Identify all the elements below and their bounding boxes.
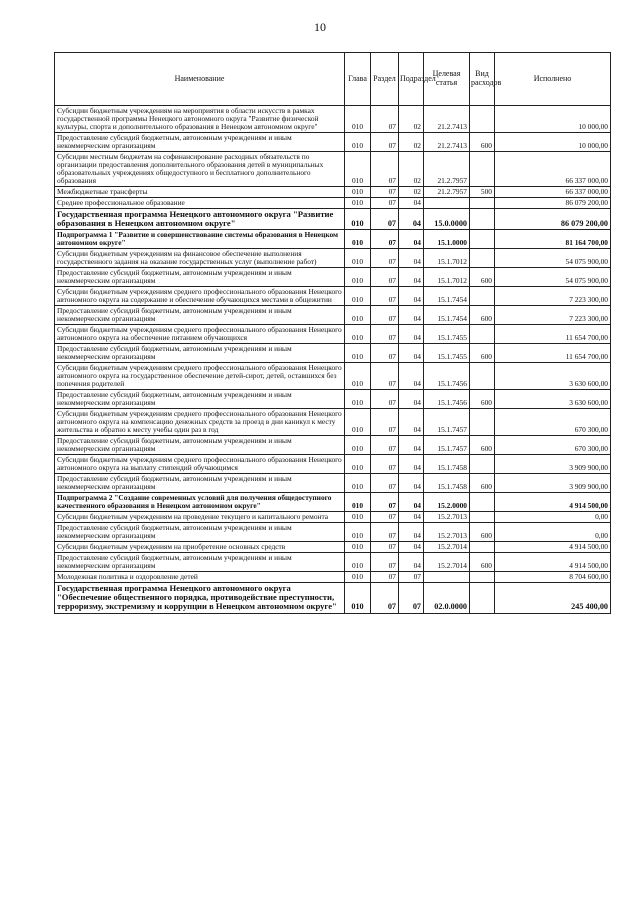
row-section-cell: 07 bbox=[371, 268, 399, 287]
row-chapter-cell: 010 bbox=[345, 582, 371, 613]
table-row bbox=[55, 325, 611, 344]
row-type-cell bbox=[470, 249, 495, 268]
row-target-cell bbox=[424, 197, 470, 208]
row-amount-cell: 86 079 200,00 bbox=[495, 208, 611, 230]
row-name-cell: Среднее профессиональное образование bbox=[55, 197, 345, 208]
row-amount-cell: 66 337 000,00 bbox=[495, 151, 611, 186]
row-name-cell: Субсидии бюджетным учреждениям среднего профессионального образования Ненецкого автономного округа на содержание и обеспечение обучающихся местами в общежитии bbox=[55, 287, 345, 306]
row-target-cell: 15.1.7456 bbox=[424, 390, 470, 409]
row-chapter-cell: 010 bbox=[345, 249, 371, 268]
row-type-cell: 600 bbox=[470, 552, 495, 571]
row-section-cell: 07 bbox=[371, 132, 399, 151]
table-row bbox=[55, 455, 611, 474]
row-section-cell: 07 bbox=[371, 106, 399, 133]
row-section-cell: 07 bbox=[371, 325, 399, 344]
row-subsection-cell: 07 bbox=[399, 571, 424, 582]
row-amount-cell: 3 630 600,00 bbox=[495, 390, 611, 409]
row-type-cell bbox=[470, 325, 495, 344]
row-name-cell: Подпрограмма 2 "Создание современных условий для получения общедоступного качественного образования в Ненецком автономном округе" bbox=[55, 492, 345, 511]
row-subsection-cell: 04 bbox=[399, 522, 424, 541]
row-type-cell: 600 bbox=[470, 306, 495, 325]
table-row bbox=[55, 511, 611, 522]
row-type-cell bbox=[470, 455, 495, 474]
row-subsection-cell: 04 bbox=[399, 473, 424, 492]
row-type-cell bbox=[470, 208, 495, 230]
row-amount-cell: 54 075 900,00 bbox=[495, 268, 611, 287]
row-target-cell: 15.1.7012 bbox=[424, 249, 470, 268]
header-executed: Исполнено bbox=[495, 53, 611, 106]
row-subsection-cell: 04 bbox=[399, 208, 424, 230]
row-type-cell bbox=[470, 106, 495, 133]
row-chapter-cell: 010 bbox=[345, 571, 371, 582]
row-type-cell bbox=[470, 287, 495, 306]
table-row bbox=[55, 390, 611, 409]
row-amount-cell: 54 075 900,00 bbox=[495, 249, 611, 268]
row-type-cell bbox=[470, 582, 495, 613]
row-target-cell: 15.2.7014 bbox=[424, 552, 470, 571]
row-section-cell: 07 bbox=[371, 287, 399, 306]
row-name-cell: Субсидии бюджетным учреждениям на приобретение основных средств bbox=[55, 541, 345, 552]
table-row bbox=[55, 522, 611, 541]
row-chapter-cell: 010 bbox=[345, 268, 371, 287]
row-chapter-cell: 010 bbox=[345, 325, 371, 344]
row-type-cell bbox=[470, 363, 495, 390]
row-chapter-cell: 010 bbox=[345, 106, 371, 133]
table-row bbox=[55, 552, 611, 571]
row-amount-cell: 3 909 900,00 bbox=[495, 455, 611, 474]
row-amount-cell: 10 000,00 bbox=[495, 132, 611, 151]
table-row bbox=[55, 582, 611, 613]
row-section-cell: 07 bbox=[371, 363, 399, 390]
table-row bbox=[55, 306, 611, 325]
table-row bbox=[55, 287, 611, 306]
row-target-cell: 15.2.7014 bbox=[424, 541, 470, 552]
table-row bbox=[55, 151, 611, 186]
row-name-cell: Субсидии бюджетным учреждениям среднего профессионального образования Ненецкого автономного округа на выплату стипендий обучающимся bbox=[55, 455, 345, 474]
row-target-cell: 15.1.7456 bbox=[424, 363, 470, 390]
row-chapter-cell: 010 bbox=[345, 552, 371, 571]
row-chapter-cell: 010 bbox=[345, 151, 371, 186]
row-target-cell: 15.1.7455 bbox=[424, 325, 470, 344]
row-section-cell: 07 bbox=[371, 344, 399, 363]
row-subsection-cell: 04 bbox=[399, 390, 424, 409]
table-row bbox=[55, 492, 611, 511]
header-section: Раздел bbox=[371, 53, 399, 106]
row-name-cell: Предоставление субсидий бюджетным, автономным учреждениям и иным некоммерческим организациям bbox=[55, 268, 345, 287]
row-type-cell: 600 bbox=[470, 436, 495, 455]
row-subsection-cell: 04 bbox=[399, 197, 424, 208]
row-amount-cell: 7 223 300,00 bbox=[495, 287, 611, 306]
row-type-cell: 600 bbox=[470, 522, 495, 541]
row-target-cell: 15.1.7457 bbox=[424, 409, 470, 436]
row-section-cell: 07 bbox=[371, 249, 399, 268]
row-subsection-cell: 04 bbox=[399, 492, 424, 511]
row-target-cell: 02.0.0000 bbox=[424, 582, 470, 613]
row-subsection-cell: 04 bbox=[399, 552, 424, 571]
row-subsection-cell: 04 bbox=[399, 344, 424, 363]
table-row bbox=[55, 571, 611, 582]
row-type-cell bbox=[470, 409, 495, 436]
row-name-cell: Предоставление субсидий бюджетным, автономным учреждениям и иным некоммерческим организациям bbox=[55, 132, 345, 151]
row-name-cell: Предоставление субсидий бюджетным, автономным учреждениям и иным некоммерческим организациям bbox=[55, 390, 345, 409]
row-subsection-cell: 04 bbox=[399, 409, 424, 436]
row-target-cell: 15.2.7013 bbox=[424, 511, 470, 522]
row-target-cell: 15.2.0000 bbox=[424, 492, 470, 511]
row-section-cell: 07 bbox=[371, 552, 399, 571]
row-section-cell: 07 bbox=[371, 473, 399, 492]
row-name-cell: Государственная программа Ненецкого автономного округа "Обеспечение общественного порядка, противодействие преступности, терроризму, экстремизму и коррупции в Ненецком автономном округе" bbox=[55, 582, 345, 613]
table-row bbox=[55, 541, 611, 552]
row-subsection-cell: 04 bbox=[399, 287, 424, 306]
row-type-cell: 600 bbox=[470, 268, 495, 287]
row-chapter-cell: 010 bbox=[345, 197, 371, 208]
row-target-cell: 15.1.7458 bbox=[424, 473, 470, 492]
row-section-cell: 07 bbox=[371, 582, 399, 613]
row-section-cell: 07 bbox=[371, 541, 399, 552]
row-target-cell: 15.1.7457 bbox=[424, 436, 470, 455]
row-subsection-cell: 04 bbox=[399, 511, 424, 522]
row-amount-cell: 3 630 600,00 bbox=[495, 363, 611, 390]
row-chapter-cell: 010 bbox=[345, 306, 371, 325]
table-row bbox=[55, 268, 611, 287]
row-section-cell: 07 bbox=[371, 306, 399, 325]
row-name-cell: Субсидии бюджетным учреждениям среднего профессионального образования Ненецкого автономного округа на компенсацию денежных средств за проезд в дни каникул к месту жительства и обратно к месту учебы один раз в год bbox=[55, 409, 345, 436]
row-subsection-cell: 04 bbox=[399, 268, 424, 287]
row-amount-cell: 4 914 500,00 bbox=[495, 552, 611, 571]
row-subsection-cell: 02 bbox=[399, 186, 424, 197]
row-amount-cell: 81 164 700,00 bbox=[495, 230, 611, 249]
row-chapter-cell: 010 bbox=[345, 287, 371, 306]
row-type-cell: 600 bbox=[470, 473, 495, 492]
table-row bbox=[55, 106, 611, 133]
row-target-cell bbox=[424, 571, 470, 582]
row-target-cell: 15.2.7013 bbox=[424, 522, 470, 541]
row-target-cell: 15.1.7012 bbox=[424, 268, 470, 287]
row-chapter-cell: 010 bbox=[345, 390, 371, 409]
row-amount-cell: 0,00 bbox=[495, 522, 611, 541]
row-subsection-cell: 04 bbox=[399, 436, 424, 455]
row-amount-cell: 8 704 600,00 bbox=[495, 571, 611, 582]
row-subsection-cell: 04 bbox=[399, 541, 424, 552]
row-type-cell bbox=[470, 151, 495, 186]
row-subsection-cell: 04 bbox=[399, 230, 424, 249]
table-row bbox=[55, 132, 611, 151]
row-type-cell: 500 bbox=[470, 186, 495, 197]
row-name-cell: Предоставление субсидий бюджетным, автономным учреждениям и иным некоммерческим организациям bbox=[55, 306, 345, 325]
row-type-cell bbox=[470, 511, 495, 522]
row-target-cell: 15.1.7458 bbox=[424, 455, 470, 474]
table-row bbox=[55, 409, 611, 436]
row-target-cell: 21.2.7413 bbox=[424, 106, 470, 133]
header-subsection: Подраздел bbox=[399, 53, 424, 106]
row-section-cell: 07 bbox=[371, 151, 399, 186]
row-chapter-cell: 010 bbox=[345, 208, 371, 230]
row-name-cell: Субсидии бюджетным учреждениям среднего профессионального образования Ненецкого автономного округа на обеспечение питанием обучающихся bbox=[55, 325, 345, 344]
row-type-cell: 600 bbox=[470, 132, 495, 151]
row-chapter-cell: 010 bbox=[345, 492, 371, 511]
header-name: Наименование bbox=[55, 53, 345, 106]
row-chapter-cell: 010 bbox=[345, 186, 371, 197]
row-amount-cell: 4 914 500,00 bbox=[495, 492, 611, 511]
table-row bbox=[55, 344, 611, 363]
row-subsection-cell: 04 bbox=[399, 455, 424, 474]
row-name-cell: Межбюджетные трансферты bbox=[55, 186, 345, 197]
row-section-cell: 07 bbox=[371, 455, 399, 474]
row-type-cell: 600 bbox=[470, 344, 495, 363]
row-target-cell: 21.2.7957 bbox=[424, 186, 470, 197]
row-name-cell: Предоставление субсидий бюджетным, автономным учреждениям и иным некоммерческим организациям bbox=[55, 344, 345, 363]
row-name-cell: Субсидии бюджетным учреждениям на финансовое обеспечение выполнения государственного задания на оказание государственных услуг (выполнение работ) bbox=[55, 249, 345, 268]
table-row bbox=[55, 436, 611, 455]
row-chapter-cell: 010 bbox=[345, 541, 371, 552]
table-header-row bbox=[55, 53, 611, 106]
row-section-cell: 07 bbox=[371, 436, 399, 455]
row-chapter-cell: 010 bbox=[345, 132, 371, 151]
row-subsection-cell: 04 bbox=[399, 306, 424, 325]
row-name-cell: Субсидии бюджетным учреждениям на мероприятия в области искусств в рамках государственной программы Ненецкого автономного округа "Развитие физической культуры, спорта и дополнительного образования в Ненецком автономном округе" bbox=[55, 106, 345, 133]
row-amount-cell: 245 400,00 bbox=[495, 582, 611, 613]
row-name-cell: Предоставление субсидий бюджетным, автономным учреждениям и иным некоммерческим организациям bbox=[55, 552, 345, 571]
row-target-cell: 15.1.7454 bbox=[424, 287, 470, 306]
row-section-cell: 07 bbox=[371, 390, 399, 409]
row-amount-cell: 11 654 700,00 bbox=[495, 325, 611, 344]
row-section-cell: 07 bbox=[371, 511, 399, 522]
row-section-cell: 07 bbox=[371, 230, 399, 249]
row-section-cell: 07 bbox=[371, 571, 399, 582]
row-type-cell bbox=[470, 571, 495, 582]
row-section-cell: 07 bbox=[371, 208, 399, 230]
row-type-cell bbox=[470, 197, 495, 208]
row-subsection-cell: 04 bbox=[399, 249, 424, 268]
row-amount-cell: 11 654 700,00 bbox=[495, 344, 611, 363]
row-target-cell: 15.0.0000 bbox=[424, 208, 470, 230]
row-amount-cell: 670 300,00 bbox=[495, 436, 611, 455]
row-chapter-cell: 010 bbox=[345, 409, 371, 436]
row-name-cell: Субсидии бюджетным учреждениям на проведение текущего и капитального ремонта bbox=[55, 511, 345, 522]
row-amount-cell: 0,00 bbox=[495, 511, 611, 522]
table-row bbox=[55, 363, 611, 390]
table-row bbox=[55, 473, 611, 492]
row-chapter-cell: 010 bbox=[345, 455, 371, 474]
table-row bbox=[55, 197, 611, 208]
row-chapter-cell: 010 bbox=[345, 436, 371, 455]
row-subsection-cell: 02 bbox=[399, 106, 424, 133]
row-type-cell bbox=[470, 492, 495, 511]
row-name-cell: Государственная программа Ненецкого автономного округа "Развитие образования в Ненецком автономном округе" bbox=[55, 208, 345, 230]
row-section-cell: 07 bbox=[371, 409, 399, 436]
row-target-cell: 15.1.0000 bbox=[424, 230, 470, 249]
row-section-cell: 07 bbox=[371, 186, 399, 197]
row-name-cell: Предоставление субсидий бюджетным, автономным учреждениям и иным некоммерческим организациям bbox=[55, 473, 345, 492]
row-name-cell: Субсидии бюджетным учреждениям среднего профессионального образования Ненецкого автономного округа на государственное обеспечение детей-сирот, детей, оставшихся без попечения родителей bbox=[55, 363, 345, 390]
row-target-cell: 15.1.7455 bbox=[424, 344, 470, 363]
row-chapter-cell: 010 bbox=[345, 522, 371, 541]
row-name-cell: Молодежная политика и оздоровление детей bbox=[55, 571, 345, 582]
table-row bbox=[55, 230, 611, 249]
row-name-cell: Субсидии местным бюджетам на софинансирование расходных обязательств по организации предоставления дополнительного образования детей в муниципальных образовательных учреждениях общедоступного и бесплатного дополнительного образования bbox=[55, 151, 345, 186]
row-chapter-cell: 010 bbox=[345, 230, 371, 249]
row-chapter-cell: 010 bbox=[345, 511, 371, 522]
header-expense-type: Вид расходов bbox=[470, 53, 495, 106]
row-section-cell: 07 bbox=[371, 197, 399, 208]
row-section-cell: 07 bbox=[371, 522, 399, 541]
page-number: 10 bbox=[314, 20, 326, 34]
table-row bbox=[55, 249, 611, 268]
row-type-cell: 600 bbox=[470, 390, 495, 409]
header-target: Целевая статья bbox=[424, 53, 470, 106]
budget-table bbox=[54, 52, 611, 614]
row-amount-cell: 66 337 000,00 bbox=[495, 186, 611, 197]
row-type-cell bbox=[470, 230, 495, 249]
row-chapter-cell: 010 bbox=[345, 344, 371, 363]
row-amount-cell: 7 223 300,00 bbox=[495, 306, 611, 325]
row-type-cell bbox=[470, 541, 495, 552]
row-target-cell: 15.1.7454 bbox=[424, 306, 470, 325]
row-subsection-cell: 07 bbox=[399, 582, 424, 613]
row-subsection-cell: 04 bbox=[399, 325, 424, 344]
row-amount-cell: 3 909 900,00 bbox=[495, 473, 611, 492]
row-subsection-cell: 02 bbox=[399, 132, 424, 151]
header-chapter: Глава bbox=[345, 53, 371, 106]
row-amount-cell: 86 079 200,00 bbox=[495, 197, 611, 208]
row-chapter-cell: 010 bbox=[345, 363, 371, 390]
row-chapter-cell: 010 bbox=[345, 473, 371, 492]
row-amount-cell: 10 000,00 bbox=[495, 106, 611, 133]
table-row bbox=[55, 208, 611, 230]
row-target-cell: 21.2.7957 bbox=[424, 151, 470, 186]
row-subsection-cell: 04 bbox=[399, 363, 424, 390]
row-name-cell: Предоставление субсидий бюджетным, автономным учреждениям и иным некоммерческим организациям bbox=[55, 436, 345, 455]
row-amount-cell: 4 914 500,00 bbox=[495, 541, 611, 552]
row-section-cell: 07 bbox=[371, 492, 399, 511]
row-target-cell: 21.2.7413 bbox=[424, 132, 470, 151]
row-amount-cell: 670 300,00 bbox=[495, 409, 611, 436]
row-name-cell: Подпрограмма 1 "Развитие и совершенствование системы образования в Ненецком автономном округе" bbox=[55, 230, 345, 249]
row-name-cell: Предоставление субсидий бюджетным, автономным учреждениям и иным некоммерческим организациям bbox=[55, 522, 345, 541]
table-row bbox=[55, 186, 611, 197]
row-subsection-cell: 02 bbox=[399, 151, 424, 186]
